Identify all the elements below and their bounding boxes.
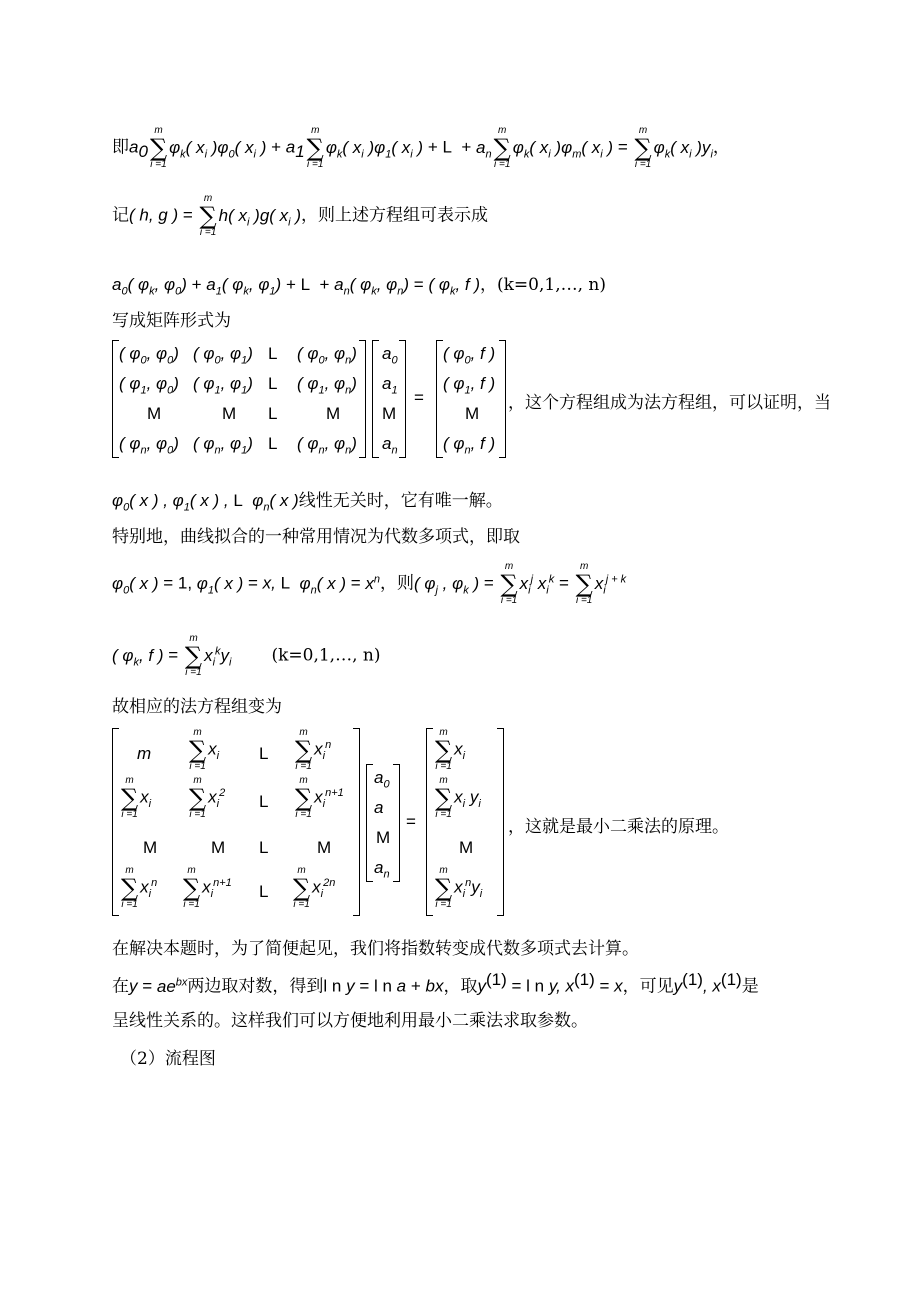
- line11-suffix: ，这就是最小二乘法的原理。: [508, 817, 729, 837]
- poly-coefficient-vector: $a_0$ a M $a_n$: [366, 764, 400, 882]
- line2-suffix: ，则上述方程组可表示成: [301, 205, 489, 226]
- coefficient-vector: $a_0$ $a_1$ M $a_n$: [372, 340, 406, 458]
- section-heading-flowchart: （2）流程图: [120, 1049, 216, 1069]
- line8-mid: ，则: [380, 573, 415, 594]
- inner-product-definition-line: 记( h, g ) = m ∑ i =1 h( $x_i$ )g( $x_i$ )，则上述方程组可表示成: [112, 193, 489, 238]
- simplification-line: 在解决本题时，为了简便起见，我们将指数转变成代数多项式去计算。: [112, 939, 639, 959]
- matrix-form-heading: 写成矩阵形式为: [112, 311, 231, 331]
- line5-suffix: ，这个方程组成为法方程组，可以证明，当: [508, 393, 831, 413]
- line1-suffix: ，: [712, 137, 730, 158]
- linear-independence-line: $\varphi_0$( x ) , $\varphi_1$( x ) , L $\varphi_n$( x )线性无关时，它有唯一解。: [112, 491, 503, 514]
- polynomial-case-line: 特别地，曲线拟合的一种常用情况为代数多项式，即取: [112, 527, 520, 547]
- rhs-vector: ( $\varphi_0$, f ) ( $\varphi_1$, f ) M ( $\varphi_n$, f ): [436, 340, 506, 458]
- line9-suffix: (k=0,1,…, n): [271, 645, 381, 666]
- log-transform-line: 在$y = ae^{bx}$两边取对数，得到l n y = l n a + bx，取$y^{(1)} = l$ n y, $x^{(1)} = x$，可见$y^{(1)}$, $x^{(1)}$是: [112, 970, 759, 997]
- linear-relation-line: 呈线性关系的。这样我们可以方便地利用最小二乘法求取参数。: [112, 1011, 588, 1031]
- normal-equation-sum-line: 即$a_0$ m ∑ i =1 $\varphi_k$( $x_i$ )$\varphi_0$( $x_i$ ) + $a_1$ m ∑ i =1 $\varphi_k$( $x_i$ )$\varphi_1$( $x_i$ ) + $L + a_n$ m ∑ i =1 $\varphi_k$( $x_i$ )$\varphi_m$( $x_i$ ) = m ∑ i =1 $\varphi_k$( $x_i$ )$y_i$，: [112, 125, 730, 170]
- normal-system-heading: 故相应的法方程组变为: [112, 697, 282, 717]
- rhs-moment-line: ( $\varphi_k$, f ) = m ∑ i =1 $x_i^ky_i$ (k=0,1,…, n): [112, 633, 381, 678]
- document-page: 即$a_0$ m ∑ i =1 $\varphi_k$( $x_i$ )$\varphi_0$( $x_i$ ) + $a_1$ m ∑ i =1 $\varphi_k$( $x_i$ )$\varphi_1$( $x_i$ ) + $L + a_n$ m ∑ i =1 $\varphi_k$( $x_i$ )$\varphi_m$( $x_i$ ) = m ∑ i =1 $\varphi_k$( $x_i$ )$y_i$， 记( h, g ) = m ∑ i =1 h( $x_i$ )g( $x_i$ )，则上述方程组可表示成 $a_0$( $\varphi_k$, $\varphi_0) + a_1$( $\varphi_k$, $\varphi_1) + L + a_n$( $\varphi_k$, $\varphi_n$) = ( $\varphi_k$, f )，(k=0,1,…, n) 写成矩阵形式为 ( $\varphi_0$, $\varphi_0$) ( $\varphi_0$, $\varphi_1$) L ( $\varphi_0$, $\varphi_n$) ( $\varphi_1$, $\varphi_0$) ( $\varphi_1$, $\varphi_1$) L ( $\varphi_1$, $\varphi_n$) M M L M ( $\varphi_n$, $\varphi_0$) ( $\varphi_n$, $\varphi_1$) L ( $\varphi_n$, $\varphi_n$) $a_0$ $a_1$ M $a_n$ = ( $\varphi_0$, f ) ( $\varphi_1$, f ) M ( $\varphi_n$, f ) ，这个方程组成为法方程组，可以证明，当 $\varphi_0$( x ) , $\varphi_1$( x ) , L $\varphi_n$( x )线性无关时，它有唯一解。 特别地，曲线拟合的一种常用情况为代数多项式，即取 $\varphi_0$( x ) = 1, $\varphi_1$( x ) = x, L $\varphi_n$( x ) = $x^n$，则( $\varphi_j$ , $\varphi_k$ ) = m ∑ i =1 $x_i^j$ $x_i^k$ = m ∑ i =1 $x_i^{j + k}$ ( $\varphi_k$, f ) = m ∑ i =1 $x_i^ky_i$ (k=0,1,…, n) 故相应的法方程组变为 m m ∑ i =1 $x_i$ L m ∑ i =1 $x_i^n$ m ∑ i =1 $x_i$ m ∑ i =1 $x_i^2$ L m ∑ i =1 $x_i^{n+1}$ M M L M m ∑ i =1 $x_i^n$ m ∑ i =1 $x_i^{n+1}$ L m ∑ i =1 $x_i^{2n}$ $a_0$ a M $a_n$ = m ∑ i =1 $x_i$ m ∑ i =1 $x_i$ $y_i$ M m ∑ i =1 $x_i^ny_i$ ，这就是最小二乘法的原理。 在解决本题时，为了简便起见，我们将指数转变成代数多项式去计算。 在$y = ae^{bx}$两边取对数，得到l n y = l n a + bx，取$y^{(1)} = l$ n y, $x^{(1)} = x$，可见$y^{(1)}$, $x^{(1)}$是 呈线性关系的。这样我们可以方便地利用最小二乘法求取参数。 （2）流程图: [112, 125, 831, 1069]
- line6-suffix: 线性无关时，它有唯一解。: [298, 491, 503, 511]
- moment-matrix: m m ∑ i =1 $x_i$ L m ∑ i =1 $x_i^n$ m ∑ i =1 $x_i$ m ∑ i =1 $x_i^2$ L m ∑ i =1 $x_i^{n+1}$ M M L M m ∑ i =1 $x_i^n$ m ∑ i =1 $x_i^{n+1}$ L m ∑ i =1 $x_i^{2n}$: [112, 728, 360, 916]
- line1-prefix: 即: [112, 137, 129, 158]
- gram-matrix: ( $\varphi_0$, $\varphi_0$) ( $\varphi_0$, $\varphi_1$) L ( $\varphi_0$, $\varphi_n$) ( $\varphi_1$, $\varphi_0$) ( $\varphi_1$, $\varphi_1$) L ( $\varphi_1$, $\varphi_n$) M M L M ( $\varphi_n$, $\varphi_0$) ( $\varphi_n$, $\varphi_1$) L ( $\varphi_n$, $\varphi_n$): [112, 340, 366, 458]
- line3-suffix: ，(k=0,1,…, n): [480, 275, 607, 295]
- polynomial-basis-line: $\varphi_0$( x ) = 1, $\varphi_1$( x ) = x, L $\varphi_n$( x ) = $x^n$，则( $\varphi_j$ , $\varphi_k$ ) = m ∑ i =1 $x_i^j$ $x_i^k$ = m ∑ i =1 $x_i^{j + k}$: [112, 561, 627, 606]
- poly-rhs-vector: m ∑ i =1 $x_i$ m ∑ i =1 $x_i$ $y_i$ M m ∑ i =1 $x_i^ny_i$: [426, 728, 504, 916]
- line2-prefix: 记: [112, 205, 129, 226]
- inner-product-system-line: $a_0$( $\varphi_k$, $\varphi_0) + a_1$( $\varphi_k$, $\varphi_1) + L + a_n$( $\varphi_k$, $\varphi_n$) = ( $\varphi_k$, f )，(k=0,1,…, n): [112, 275, 607, 298]
